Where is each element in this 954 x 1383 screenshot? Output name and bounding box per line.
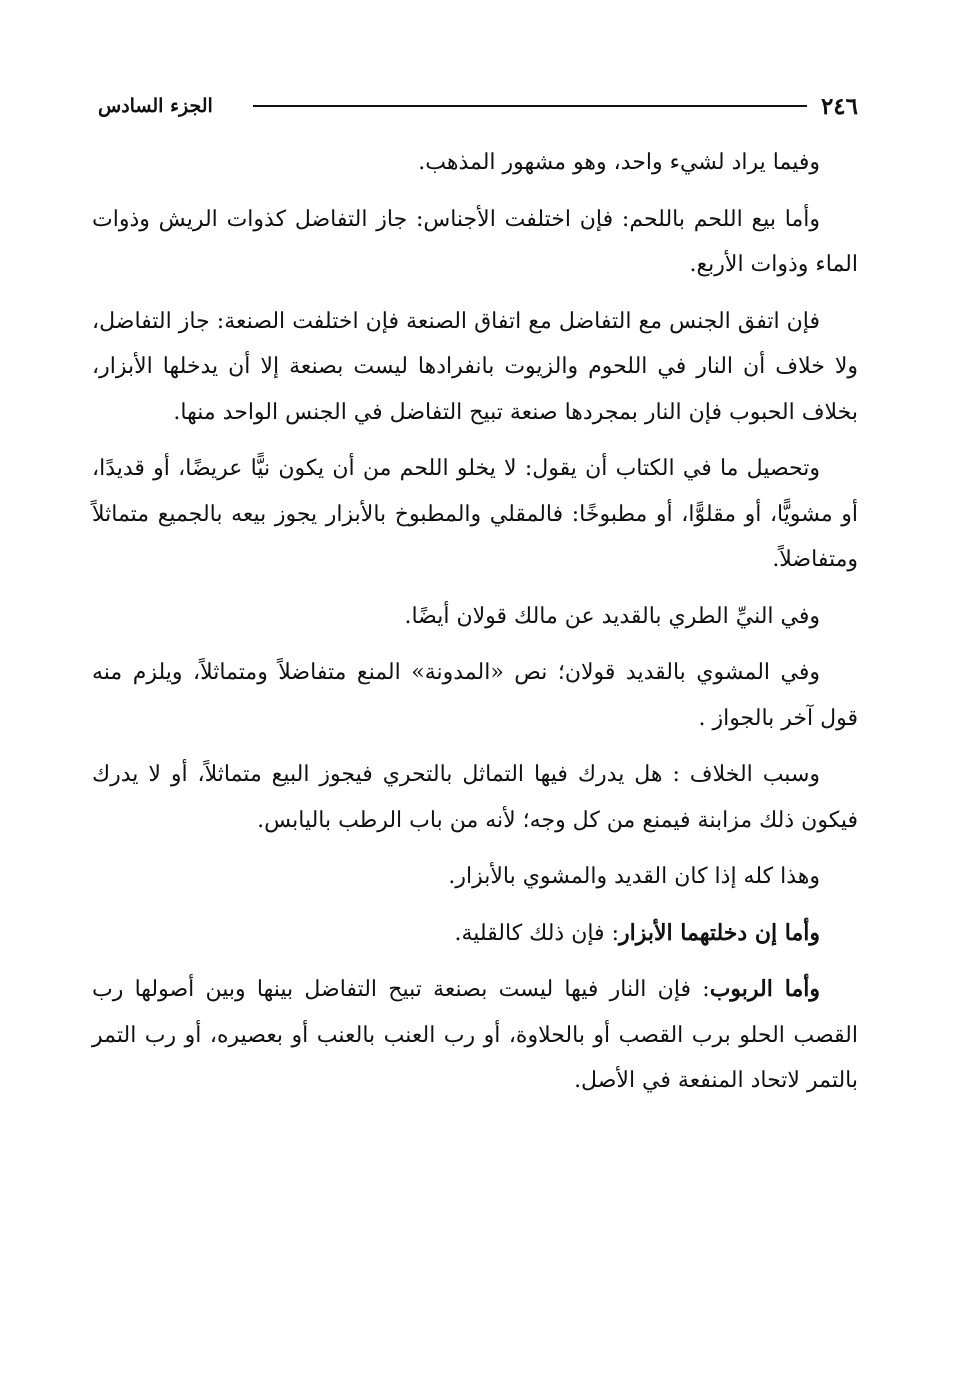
paragraph: [92, 446, 858, 583]
paragraph-text: وفي المشوي بالقديد قولان؛ نص «المدونة» المنع متفاضلاً ومتماثلاً، ويلزم منه قول آخر بالجواز .: [92, 660, 858, 731]
running-header: [98, 88, 858, 124]
paragraph-text: : فإن ذلك كالقلية.: [454, 920, 619, 946]
paragraph: [92, 854, 858, 900]
body-text: [92, 140, 858, 1115]
paragraph-text: وهذا كله إذا كان القديد والمشوي بالأبزار.: [448, 864, 820, 889]
header-rule: [253, 105, 807, 107]
paragraph-text: وتحصيل ما في الكتاب أن يقول: لا يخلو اللحم من أن يكون نيًّا عريضًا، أو قديدًا، أو مشويًّا، أو مقلوًّا، أو مطبوخًا: فالمقلي والمطبوخ بالأبزار يجوز بيعه بالجميع متماثلاً ومتفاضلاً.: [92, 456, 858, 572]
paragraph: [92, 967, 858, 1104]
paragraph: [92, 197, 858, 288]
paragraph-text: وأما بيع اللحم باللحم: فإن اختلفت الأجناس: جاز التفاضل كذوات الريش وذوات الماء وذوات الأربع.: [92, 206, 858, 277]
paragraph-text: وسبب الخلاف : هل يدرك فيها التماثل بالتحري فيجوز البيع متماثلاً، أو لا يدرك فيكون ذلك مزابنة فيمنع من كل وجه؛ لأنه من باب الرطب باليابس.: [92, 762, 858, 833]
book-part-title: الجزء السادس: [98, 95, 213, 117]
paragraph-text: : فإن النار فيها ليست بصنعة تبيح التفاضل بينها وبين أصولها رب القصب الحلو برب القصب أو بالحلاوة، أو رب العنب بالعنب أو بعصيره، أو رب التمر بالتمر لاتحاد المنفعة في الأصل.: [92, 977, 858, 1093]
paragraph: [92, 752, 858, 843]
paragraph-lead: وأما الربوب: [709, 976, 820, 1002]
paragraph: [92, 911, 858, 957]
page-number: ٢٤٦: [820, 92, 858, 120]
paragraph-text: وفي النيِّ الطري بالقديد عن مالك قولان أيضًا.: [404, 603, 820, 629]
paragraph: [92, 594, 858, 640]
paragraph: [92, 299, 858, 436]
paragraph-text: وفيما يراد لشيء واحد، وهو مشهور المذهب.: [418, 150, 820, 175]
paragraph-lead: وأما إن دخلتهما الأبزار: [618, 919, 820, 946]
paragraph: [92, 140, 858, 186]
paragraph-text: فإن اتفق الجنس مع التفاضل مع اتفاق الصنعة فإن اختلفت الصنعة: جاز التفاضل، ولا خلاف أن النار في اللحوم والزيوت بانفرادها ليست بصنعة إلا أن يدخلها الأبزار، بخلاف الحبوب فإن النار بمجردها صنعة تبيح التفاضل في الجنس الواحد منها.: [92, 308, 858, 425]
paragraph: [92, 650, 858, 741]
